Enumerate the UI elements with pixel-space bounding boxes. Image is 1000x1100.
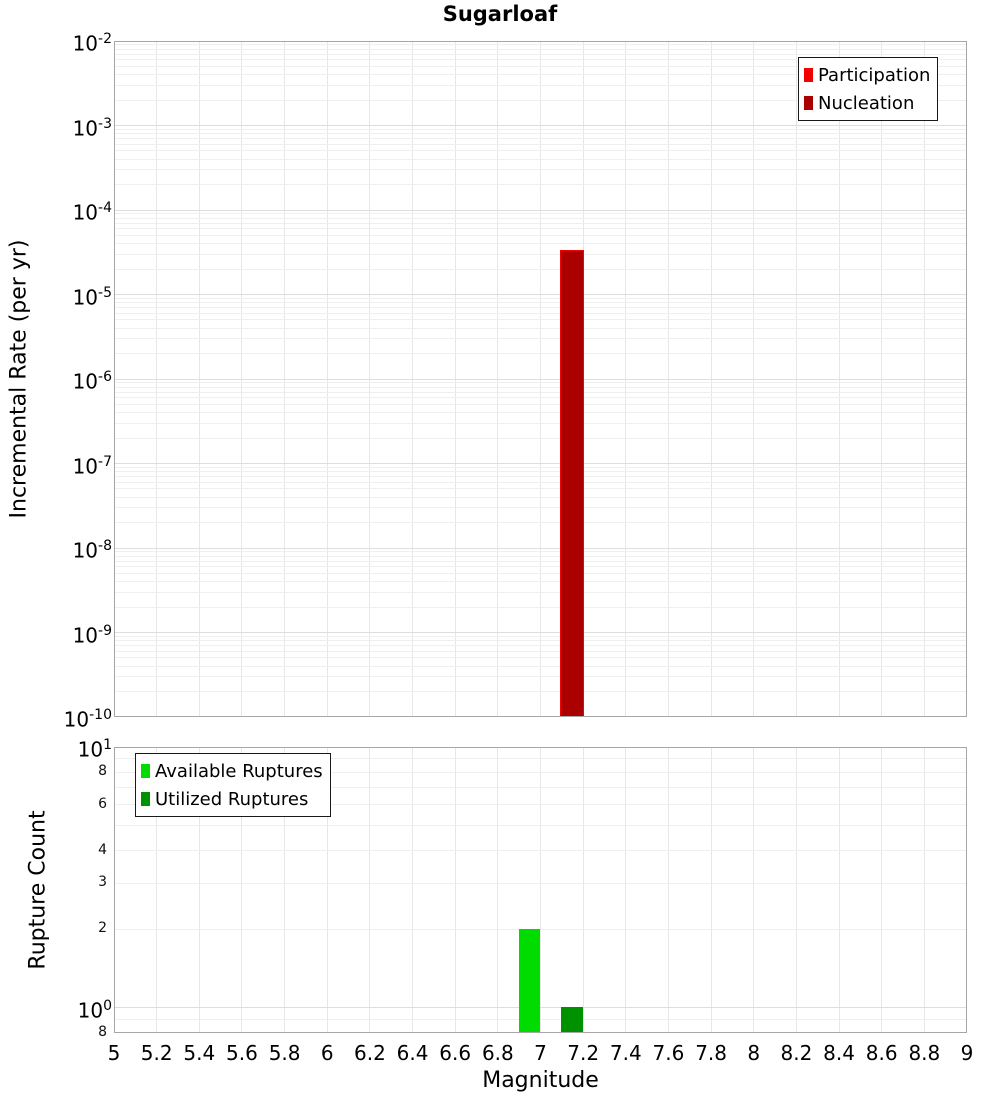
minor-gridline (115, 49, 966, 50)
minor-gridline (115, 353, 966, 354)
minor-gridline (115, 676, 966, 677)
legend-item-nucleation (804, 89, 930, 117)
x-tick-label: 7.2 (567, 1041, 600, 1065)
minor-gridline (115, 929, 966, 930)
bottom-y-axis-title: Rupture Count (25, 810, 51, 970)
x-tick-label: 8.4 (823, 1041, 855, 1065)
y-tick-label: $10^{-7}$ (72, 453, 112, 479)
x-tick-label: 7.6 (652, 1041, 685, 1065)
minor-gridline (115, 636, 966, 637)
minor-gridline (115, 338, 966, 339)
x-tick-label: 5.4 (183, 1041, 216, 1065)
x-tick-label: 5.6 (226, 1041, 258, 1065)
minor-gridline (115, 243, 966, 244)
y-tick-label: 2 (98, 920, 107, 937)
minor-gridline (115, 482, 966, 483)
y-tick-label: $10^0$ (77, 997, 112, 1023)
x-tick-label: 6.6 (439, 1041, 472, 1065)
vertical-gridline (839, 748, 840, 1032)
minor-gridline (115, 184, 966, 185)
minor-gridline (115, 44, 966, 45)
minor-gridline (115, 592, 966, 593)
legend-item-utilized-ruptures (141, 785, 323, 813)
y-tick-label: $10^{-3}$ (72, 115, 112, 141)
minor-gridline (115, 651, 966, 652)
minor-gridline (115, 607, 966, 608)
minor-gridline (115, 488, 966, 489)
vertical-gridline (369, 748, 370, 1032)
y-tick-label: $10^{-2}$ (72, 31, 112, 56)
vertical-gridline (924, 748, 925, 1032)
minor-gridline (115, 412, 966, 413)
y-tick-label: $10^{-10}$ (63, 707, 112, 732)
y-tick-label: $10^{-6}$ (72, 369, 112, 394)
x-tick-label: 6.2 (353, 1041, 386, 1065)
minor-gridline (115, 640, 966, 641)
utilized-ruptures-swatch (141, 792, 150, 806)
available-ruptures-legend-label: Available Ruptures (155, 760, 323, 782)
minor-gridline (115, 691, 966, 692)
top-y-axis-title: Incremental Rate (per yr) (6, 239, 32, 519)
minor-gridline (115, 522, 966, 523)
minor-gridline (115, 438, 966, 439)
minor-gridline (115, 404, 966, 405)
rupture-legend (135, 753, 331, 817)
major-gridline (115, 294, 966, 295)
utilized-ruptures-legend-label: Utilized Ruptures (155, 788, 309, 810)
y-tick-label: 8 (98, 763, 107, 780)
vertical-gridline (881, 748, 882, 1032)
y-tick-label: 3 (98, 874, 107, 891)
minor-gridline (115, 397, 966, 398)
minor-gridline (115, 507, 966, 508)
major-gridline (115, 379, 966, 380)
minor-gridline (115, 129, 966, 130)
minor-gridline (115, 298, 966, 299)
legend-item-available-ruptures (141, 757, 323, 785)
x-tick-label: 8.6 (865, 1041, 898, 1065)
minor-gridline (115, 850, 966, 851)
minor-gridline (115, 645, 966, 646)
rate-legend (798, 57, 938, 121)
vertical-gridline (497, 748, 498, 1032)
participation-legend-label: Participation (818, 64, 931, 86)
minor-gridline (115, 328, 966, 329)
available-ruptures-swatch (141, 764, 150, 778)
y-tick-label: 8 (98, 1024, 107, 1040)
minor-gridline (115, 566, 966, 567)
minor-gridline (115, 556, 966, 557)
vertical-gridline (625, 748, 626, 1032)
x-axis-title: Magnitude (482, 1068, 599, 1093)
utilized-ruptures-bar (561, 1007, 582, 1032)
minor-gridline (115, 471, 966, 472)
x-tick-label: 9 (960, 1041, 974, 1065)
minor-gridline (115, 235, 966, 236)
minor-gridline (115, 254, 966, 255)
vertical-gridline (412, 748, 413, 1032)
minor-gridline (115, 313, 966, 314)
y-tick-label: $10^{-5}$ (72, 284, 112, 310)
chart-title: Sugarloaf (442, 2, 558, 26)
minor-gridline (115, 467, 966, 468)
available-ruptures-bar (519, 929, 540, 1033)
x-tick-label: 7.8 (695, 1041, 727, 1065)
nucleation-swatch (804, 96, 813, 110)
participation-swatch (804, 68, 813, 82)
vertical-gridline (583, 748, 584, 1032)
minor-gridline (115, 657, 966, 658)
x-tick-label: 8 (747, 1041, 761, 1065)
x-tick-label: 5.2 (140, 1041, 173, 1065)
minor-gridline (115, 228, 966, 229)
vertical-gridline (455, 748, 456, 1032)
x-tick-label: 5.8 (268, 1041, 301, 1065)
x-tick-label: 8.2 (780, 1041, 813, 1065)
major-gridline (115, 463, 966, 464)
minor-gridline (115, 387, 966, 388)
minor-gridline (115, 825, 966, 826)
minor-gridline (115, 138, 966, 139)
minor-gridline (115, 319, 966, 320)
y-tick-label: $10^{-4}$ (72, 200, 112, 225)
x-tick-label: 8.8 (908, 1041, 941, 1065)
minor-gridline (115, 144, 966, 145)
y-tick-label: 6 (98, 795, 107, 812)
minor-gridline (115, 423, 966, 424)
minor-gridline (115, 392, 966, 393)
minor-gridline (115, 159, 966, 160)
major-gridline (115, 548, 966, 549)
y-tick-label: 4 (98, 841, 107, 858)
minor-gridline (115, 581, 966, 582)
minor-gridline (115, 1019, 966, 1020)
minor-gridline (115, 561, 966, 562)
minor-gridline (115, 150, 966, 151)
vertical-gridline (711, 748, 712, 1032)
x-tick-label: 5 (107, 1041, 121, 1065)
major-gridline (115, 1007, 966, 1008)
legend-item-participation (804, 61, 930, 89)
y-tick-label: $10^{-9}$ (72, 622, 112, 648)
minor-gridline (115, 302, 966, 303)
vertical-gridline (796, 748, 797, 1032)
nucleation-bar (561, 251, 582, 716)
minor-gridline (115, 883, 966, 884)
vertical-gridline (753, 748, 754, 1032)
minor-gridline (115, 54, 966, 55)
minor-gridline (115, 497, 966, 498)
major-gridline (115, 210, 966, 211)
x-tick-label: 7.4 (609, 1041, 642, 1065)
minor-gridline (115, 269, 966, 270)
minor-gridline (115, 169, 966, 170)
minor-gridline (115, 223, 966, 224)
minor-gridline (115, 307, 966, 308)
x-tick-label: 6 (320, 1041, 334, 1065)
minor-gridline (115, 573, 966, 574)
x-tick-label: 7 (534, 1041, 547, 1065)
minor-gridline (115, 133, 966, 134)
minor-gridline (115, 382, 966, 383)
x-tick-label: 6.4 (396, 1041, 429, 1065)
x-tick-label: 6.8 (481, 1041, 514, 1065)
incremental-rate-panel (114, 41, 967, 717)
minor-gridline (115, 666, 966, 667)
y-tick-label: $10^{-8}$ (72, 538, 112, 563)
y-tick-label: $10^1$ (77, 737, 112, 762)
minor-gridline (115, 213, 966, 214)
minor-gridline (115, 476, 966, 477)
minor-gridline (115, 551, 966, 552)
major-gridline (115, 125, 966, 126)
minor-gridline (115, 218, 966, 219)
nucleation-legend-label: Nucleation (818, 92, 915, 114)
vertical-gridline (668, 748, 669, 1032)
major-gridline (115, 632, 966, 633)
vertical-gridline (540, 748, 541, 1032)
